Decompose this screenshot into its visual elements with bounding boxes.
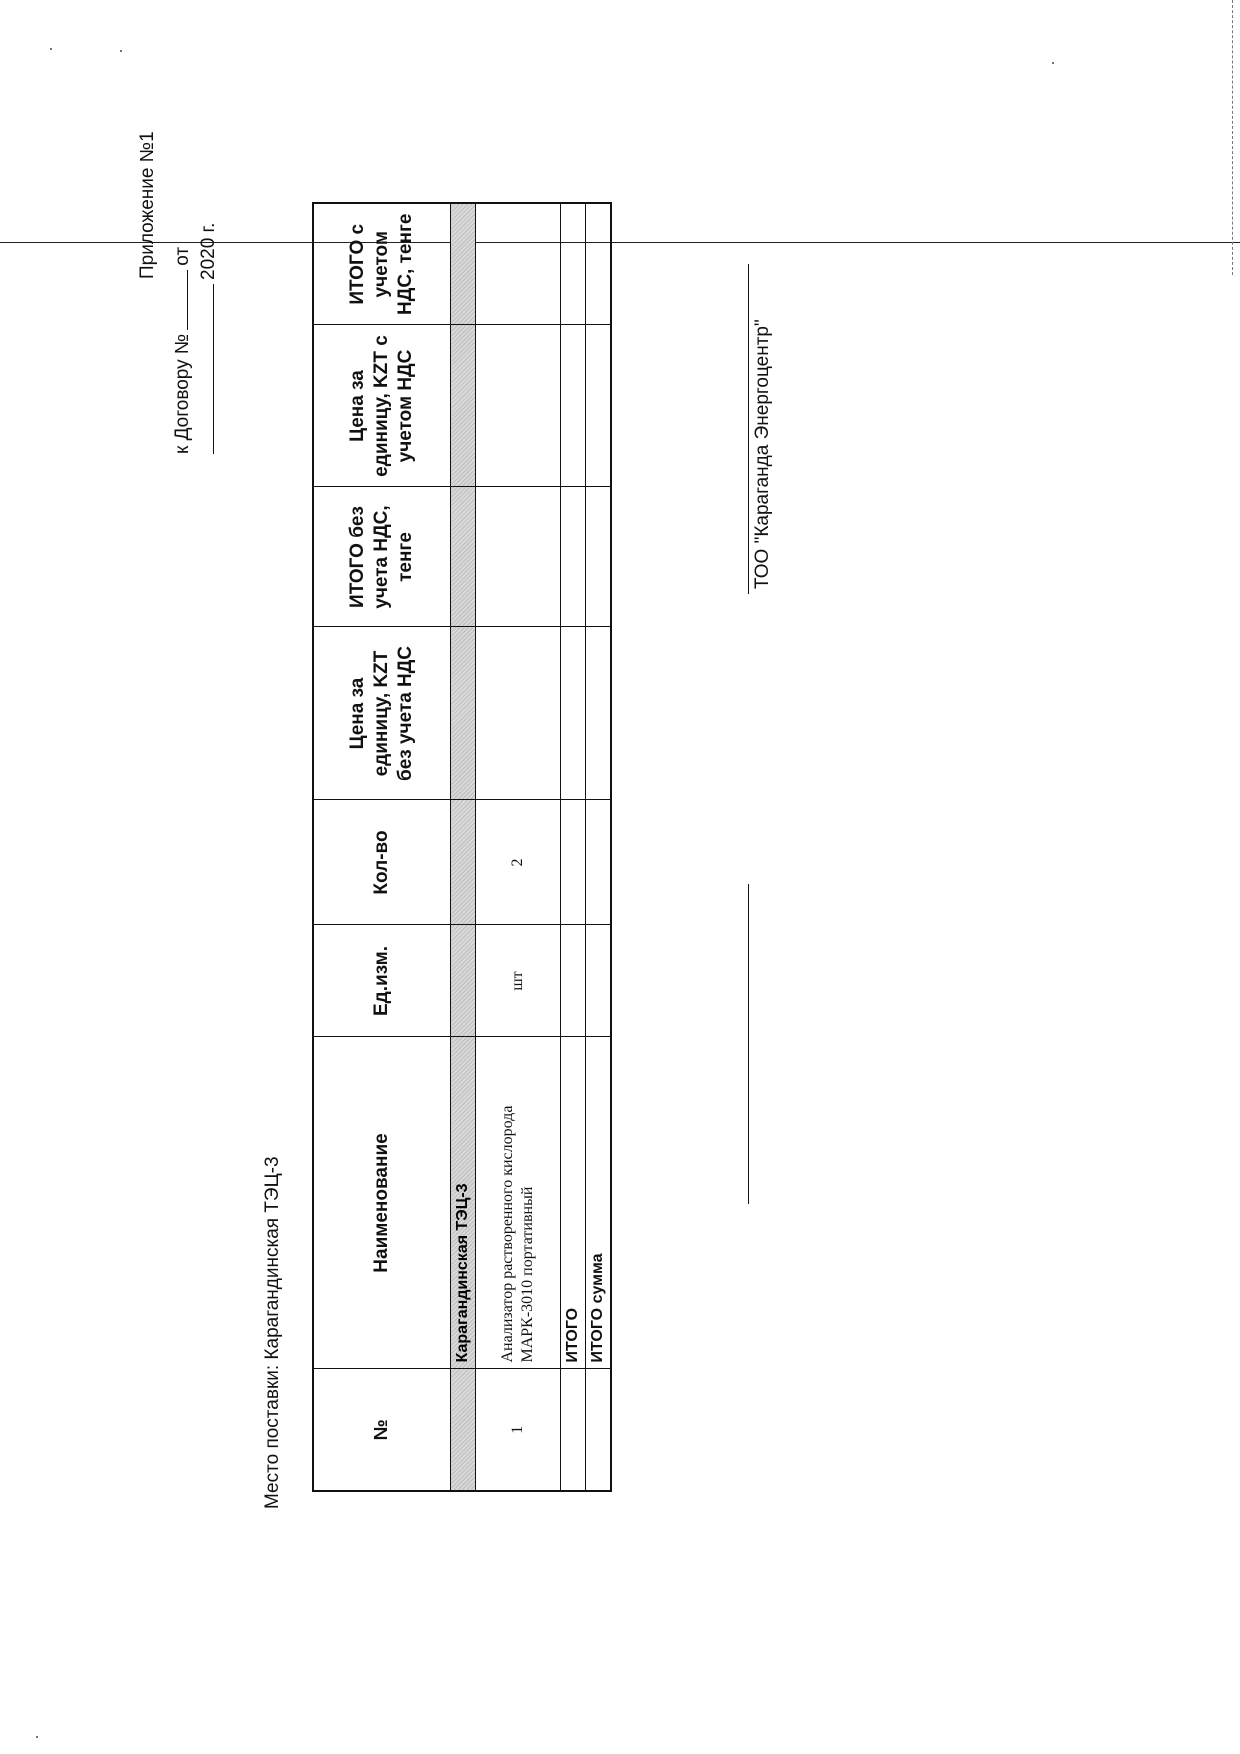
header-price-vat: Цена за единицу, KZT с учетом НДС — [313, 325, 451, 487]
item-name: Анализатор растворенного кислорода МАРК-3010 портативный — [476, 1037, 561, 1369]
header-total-vat: ИТОГО с учетом НДС, тенге — [313, 203, 451, 325]
grand-total-cell — [586, 800, 612, 925]
section-cell — [451, 800, 476, 925]
grand-total-cell — [586, 925, 612, 1037]
section-cell — [451, 325, 476, 487]
item-qty: 2 — [476, 800, 561, 925]
section-cell — [451, 203, 476, 325]
total-label: ИТОГО — [561, 1037, 586, 1369]
section-row — [451, 203, 476, 1491]
section-cell — [451, 627, 476, 800]
header-name: Наименование — [313, 1037, 451, 1369]
total-row — [561, 203, 586, 1491]
contract-year: 2020 г. — [198, 222, 220, 280]
section-cell — [451, 925, 476, 1037]
header-price-no-vat: Цена за единицу, KZT без учета НДС — [313, 627, 451, 800]
total-cell — [561, 487, 586, 627]
total-cell — [561, 627, 586, 800]
date-line — [195, 131, 222, 454]
item-num: 1 — [476, 1369, 561, 1491]
total-cell — [561, 325, 586, 487]
signature-line-left — [748, 884, 749, 1204]
contract-line — [169, 131, 196, 454]
table-row — [476, 203, 561, 1491]
item-price-vat — [476, 325, 561, 487]
grand-total-cell-num — [586, 1369, 612, 1491]
header-row — [313, 203, 451, 1491]
specification-table — [312, 202, 612, 1492]
grand-total-cell — [586, 487, 612, 627]
grand-total-cell — [586, 627, 612, 800]
grand-total-cell — [586, 203, 612, 325]
appendix-title: Приложение №1 — [137, 131, 158, 279]
total-cell-num — [561, 1369, 586, 1491]
grand-total-cell — [586, 325, 612, 487]
signature-line-right — [748, 264, 749, 594]
date-blank — [195, 284, 214, 454]
contract-suffix: от — [171, 246, 193, 266]
contract-number-blank — [169, 270, 188, 330]
appendix-header — [136, 131, 222, 454]
contract-prefix: к Договору № — [171, 333, 193, 454]
header-qty: Кол-во — [313, 800, 451, 925]
header-unit: Ед.изм. — [313, 925, 451, 1037]
company-name: ТОО "Караганда Энергоцентр" — [752, 319, 773, 589]
header-num: № — [313, 1369, 451, 1491]
total-cell — [561, 800, 586, 925]
grand-total-label: ИТОГО сумма — [586, 1037, 612, 1369]
total-cell — [561, 925, 586, 1037]
section-label: Карагандинская ТЭЦ-3 — [451, 1037, 476, 1369]
item-unit: шт — [476, 925, 561, 1037]
grand-total-row — [586, 203, 612, 1491]
item-total-no-vat — [476, 487, 561, 627]
item-total-vat — [476, 203, 561, 325]
header-total-no-vat: ИТОГО без учета НДС, тенге — [313, 487, 451, 627]
delivery-place: Место поставки: Карагандинская ТЭЦ-3 — [262, 1156, 283, 1509]
total-cell — [561, 203, 586, 325]
section-cell-num — [451, 1369, 476, 1491]
item-price-no-vat — [476, 627, 561, 800]
section-cell — [451, 487, 476, 627]
